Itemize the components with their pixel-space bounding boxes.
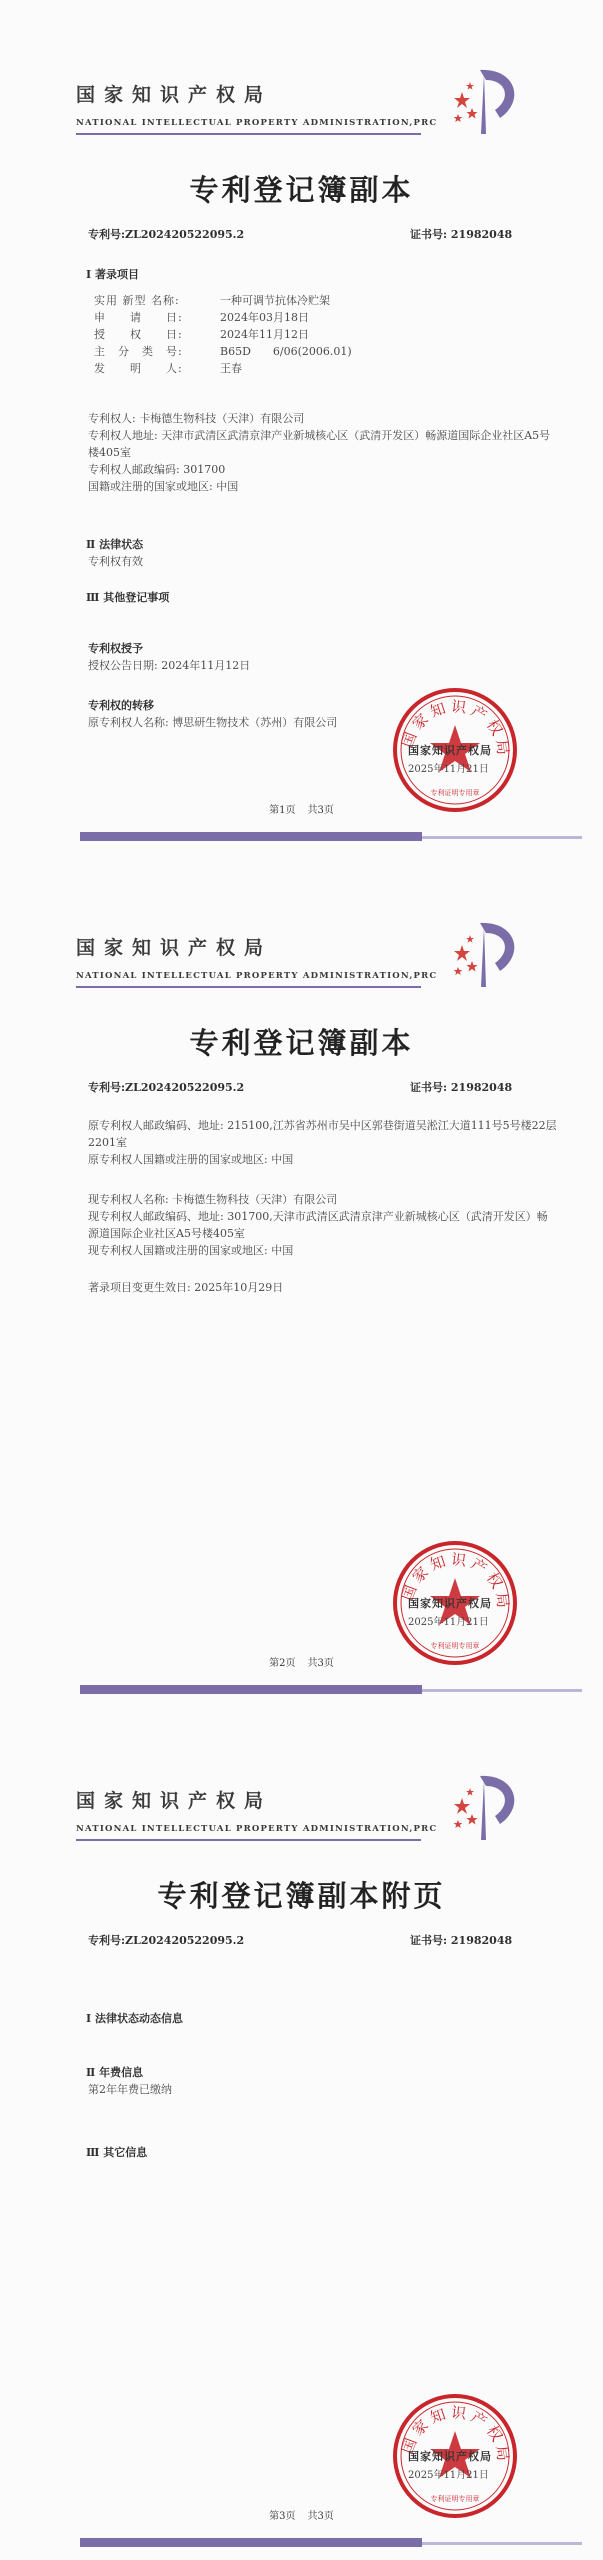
seal-date: 2025年11月21日: [408, 764, 489, 775]
seal-issuer-name: 国家知识产权局: [408, 744, 492, 757]
bib-label-filing-date: 申 请 日:: [94, 311, 183, 324]
footer-bar-light: [422, 2542, 582, 2545]
bib-label-classification: 主 分 类 号:: [94, 345, 183, 358]
document-page-1: [0, 0, 603, 854]
patent-number: 专利号:ZL202420522095.2: [88, 228, 245, 241]
owner-postal-code: 专利权人邮政编码: 301700: [88, 463, 226, 476]
orig-owner-country: 原专利权人国籍或注册的国家或地区: 中国: [88, 1153, 294, 1166]
seal-issuer-name: 国家知识产权局: [408, 1597, 492, 1610]
section-other-info: Ⅲ 其它信息: [86, 2146, 148, 2159]
certificate-number: 证书号: 21982048: [410, 228, 513, 241]
bib-value-filing-date: 2024年03月18日: [220, 311, 309, 324]
certificate-number: 证书号: 21982048: [410, 1934, 513, 1947]
cnipa-logo-icon: [440, 913, 530, 993]
owner-address: 专利权人地址: 天津市武清区武清京津产业新城核心区（武清开发区）畅源道国际企业社区A5号楼405室: [88, 429, 551, 459]
org-name-cn: 国家知识产权局: [76, 84, 273, 106]
orig-owner-address: 原专利权人邮政编码、地址: 215100,江苏省苏州市吴中区郭巷街道吴淞江大道111号5号楼22层2201室: [88, 1119, 557, 1149]
original-owner-name: 原专利权人名称: 博思研生物技术（苏州）有限公司: [88, 716, 338, 729]
cnipa-logo-icon: [440, 60, 530, 140]
change-effective-date: 著录项目变更生效日: 2025年10月29日: [88, 1281, 284, 1294]
patent-number: 专利号:ZL202420522095.2: [88, 1934, 245, 1947]
page-total: 共3页: [307, 1658, 334, 1669]
org-name-cn: 国家知识产权局: [76, 1790, 273, 1812]
section-bibliographic: Ⅰ 著录项目: [86, 268, 139, 281]
bib-value-title: 一种可调节抗体冷贮架: [220, 294, 330, 307]
annual-fee-status: 第2年年费已缴纳: [88, 2083, 172, 2096]
new-owner-name: 现专利权人名称: 卡梅德生物科技（天津）有限公司: [88, 1193, 338, 1206]
bib-label-grant-date: 授 权 日:: [94, 328, 183, 341]
patent-number: 专利号:ZL202420522095.2: [88, 1081, 245, 1094]
bib-label-title: 实用 新型 名称:: [94, 294, 180, 307]
seal-issuer-name: 国家知识产权局: [408, 2450, 492, 2463]
seal-ring-text: 国家知识产权局: [398, 697, 513, 760]
page-indicator: [0, 1654, 603, 1669]
bib-label-inventor: 发 明 人:: [94, 362, 183, 375]
certificate-number: 证书号: 21982048: [410, 1081, 513, 1094]
org-name-en: NATIONAL INTELLECTUAL PROPERTY ADMINISTRATION,PRC: [76, 118, 438, 128]
new-owner-country: 现专利权人国籍或注册的国家或地区: 中国: [88, 1244, 294, 1257]
document-title: 专利登记簿副本: [189, 1026, 414, 1060]
section-legal-status: Ⅱ 法律状态: [86, 538, 144, 551]
grant-heading: 专利权授予: [88, 642, 143, 655]
footer-bar: [80, 832, 422, 841]
document-page-3: [0, 1706, 603, 2560]
section-legal-dynamics: Ⅰ 法律状态动态信息: [86, 2012, 183, 2025]
seal-date: 2025年11月21日: [408, 2470, 489, 2481]
transfer-heading: 专利权的转移: [88, 699, 154, 712]
bib-value-grant-date: 2024年11月12日: [220, 328, 309, 341]
page-total: 共3页: [307, 805, 334, 816]
owner-name: 专利权人: 卡梅德生物科技（天津）有限公司: [88, 412, 305, 425]
page-number: 第1页: [269, 805, 296, 816]
bib-value-inventor: 王春: [220, 362, 242, 375]
org-name-en: NATIONAL INTELLECTUAL PROPERTY ADMINISTRATION,PRC: [76, 971, 438, 981]
legal-status-value: 专利权有效: [88, 555, 143, 568]
seal-ring-text: 国家知识产权局: [398, 2403, 513, 2466]
document-title: 专利登记簿副本附页: [157, 1879, 446, 1913]
footer-bar-light: [422, 836, 582, 839]
seal-sub-text: 专利证明专用章: [430, 1642, 480, 1650]
footer-bar: [80, 2538, 422, 2547]
page-total: 共3页: [307, 2511, 334, 2522]
org-name-en: NATIONAL INTELLECTUAL PROPERTY ADMINISTRATION,PRC: [76, 1824, 438, 1834]
new-owner-address: 现专利权人邮政编码、地址: 301700,天津市武清区武清京津产业新城核心区（武清开发区）畅源道国际企业社区A5号楼405室: [88, 1210, 548, 1240]
cnipa-logo-icon: [440, 1766, 530, 1846]
bib-value-classification: B65D 6/06(2006.01): [220, 345, 352, 358]
page-number: 第2页: [269, 1658, 296, 1669]
footer-bar-light: [422, 1689, 582, 1692]
seal-sub-text: 专利证明专用章: [430, 2495, 480, 2503]
document-page-2: [0, 853, 603, 1707]
grant-announcement-date: 授权公告日期: 2024年11月12日: [88, 659, 251, 672]
header-rule: [76, 1839, 421, 1841]
document-title: 专利登记簿副本: [189, 173, 414, 207]
section-annual-fee: Ⅱ 年费信息: [86, 2066, 144, 2079]
header-rule: [76, 986, 421, 988]
seal-date: 2025年11月21日: [408, 1617, 489, 1628]
seal-ring-text: 国家知识产权局: [398, 1550, 513, 1613]
page-number: 第3页: [269, 2511, 296, 2522]
page-indicator: [0, 801, 603, 816]
section-other-items: Ⅲ 其他登记事项: [86, 591, 170, 604]
page-indicator: [0, 2507, 603, 2522]
seal-sub-text: 专利证明专用章: [430, 789, 480, 797]
owner-country: 国籍或注册的国家或地区: 中国: [88, 480, 239, 493]
footer-bar: [80, 1685, 422, 1694]
org-name-cn: 国家知识产权局: [76, 937, 273, 959]
header-rule: [76, 133, 421, 135]
